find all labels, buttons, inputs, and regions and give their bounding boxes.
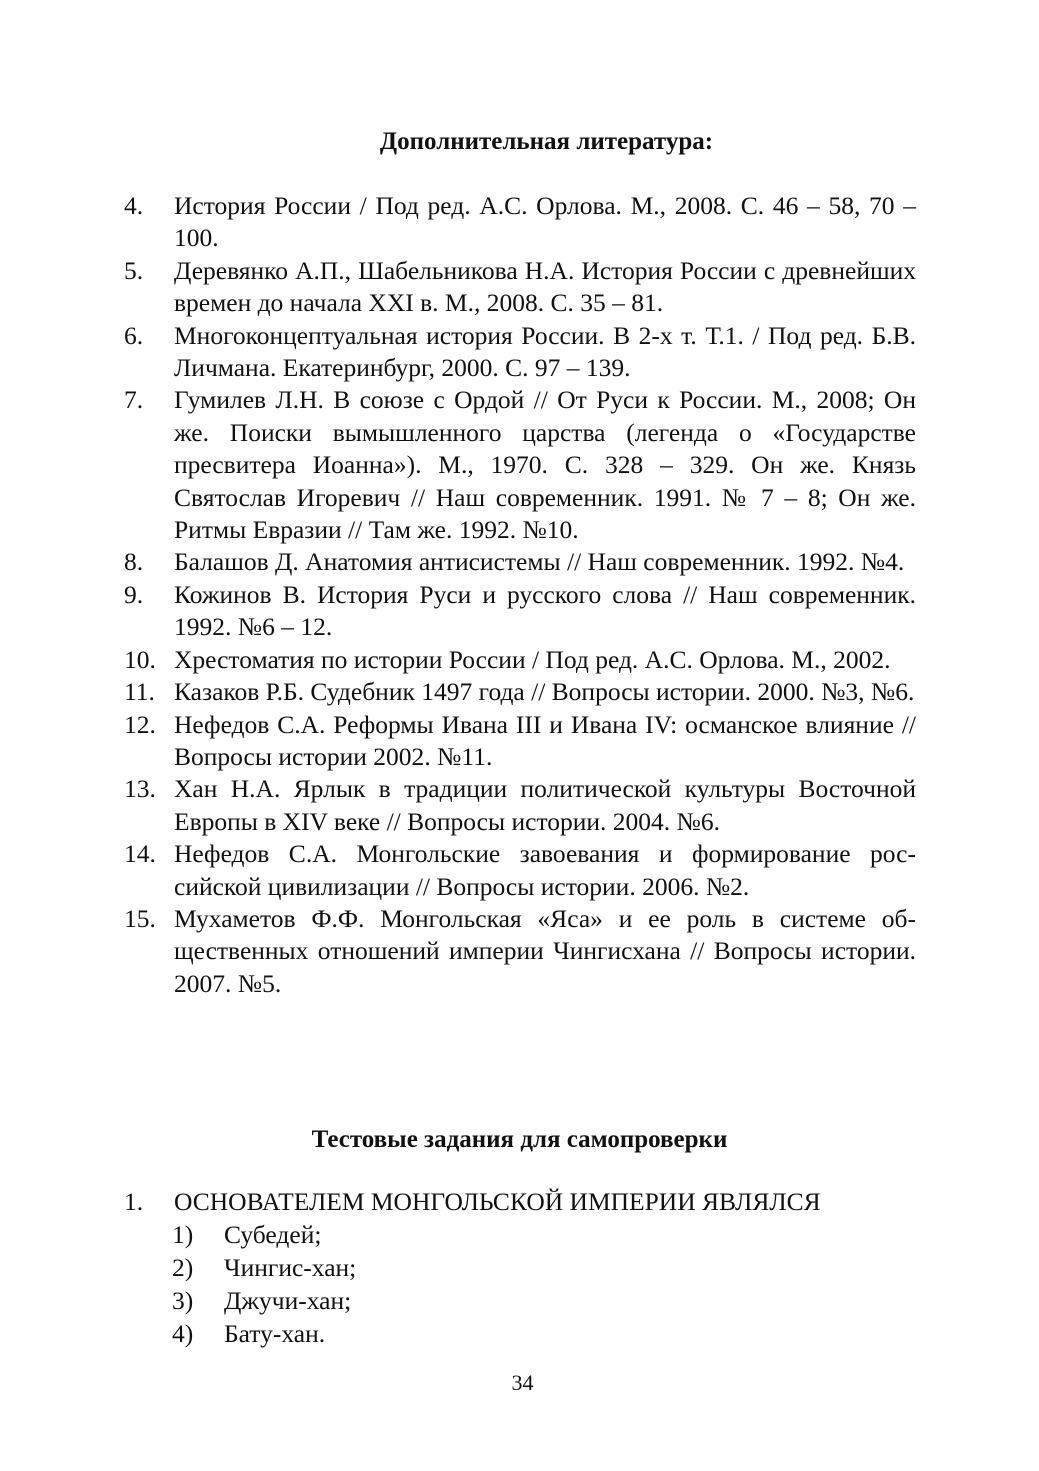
reference-item bbox=[124, 384, 916, 546]
option-number: 4) bbox=[172, 1319, 194, 1348]
reference-number: 4. bbox=[124, 191, 144, 220]
reference-text: Хрестоматия по истории России / Под ред. А.С. Орлова. М., 2002. bbox=[174, 644, 891, 674]
answer-option bbox=[172, 1317, 916, 1350]
option-number: 1) bbox=[172, 1220, 194, 1249]
option-text: Субедей; bbox=[224, 1220, 322, 1249]
reference-text: Нефедов С.А. Монгольские завоевания и формирование российской цивилизации // Вопросы истории. 2006. №2. bbox=[174, 839, 916, 901]
reference-text: Кожинов В. История Руси и русского слова // Наш современник. 1992. №6 – 12. bbox=[174, 579, 916, 642]
reference-item bbox=[124, 773, 916, 838]
reference-item bbox=[124, 546, 916, 578]
reference-text: История России / Под ред. А.С. Орлова. М., 2008. С. 46 – 58, 70 – 100. bbox=[174, 191, 916, 253]
reference-text: Многоконцептуальная история России. В 2-х т. Т.1. / Под ред. Б.В. Личмана. Екатеринбург, 2000. С. 97 – 139. bbox=[174, 320, 916, 383]
reference-item bbox=[124, 676, 916, 708]
reference-item bbox=[124, 579, 916, 644]
page-number: 34 bbox=[511, 1370, 534, 1395]
question-number: 1. bbox=[124, 1187, 144, 1216]
reference-text: Мухаметов Ф.Ф. Монгольская «Яса» и ее роль в системе общественных отношений империи Чингисхана // Вопросы истории. 2007. №5. bbox=[174, 903, 916, 998]
reference-number: 12. bbox=[124, 709, 156, 739]
option-text: Чингис-хан; bbox=[224, 1253, 357, 1282]
reference-text: Хан Н.А. Ярлык в традиции политической культуры Восточной Европы в XIV веке // Вопросы истории. 2004. №6. bbox=[174, 774, 916, 836]
answer-options bbox=[124, 1218, 916, 1350]
reference-number: 14. bbox=[124, 839, 156, 869]
reference-item bbox=[124, 903, 916, 1000]
reference-item bbox=[124, 709, 916, 774]
reference-number: 6. bbox=[124, 320, 144, 350]
reference-number: 15. bbox=[124, 903, 156, 933]
option-number: 2) bbox=[172, 1253, 194, 1282]
additional-literature-heading: Дополнительная литература: bbox=[379, 128, 714, 155]
reference-text: Гумилев Л.Н. В союзе с Ордой // От Руси к России. М., 2008; Он же. Поиски вымышленного царства (легенда о «Государстве пресвитера Иоанна»). М., 1970. С. 328 – 329. Он же. Князь Святослав Игоревич // Наш современник. 1991. № 7 – 8; Он же. Ритмы Евразии // Там же. 1992. №10. bbox=[174, 385, 916, 545]
reference-text: Деревянко А.П., Шабельникова Н.А. История России с древнейших времен до начала XXI в. М., 2008. С. 35 – 81. bbox=[174, 255, 916, 318]
reference-number: 13. bbox=[124, 774, 156, 804]
reference-item bbox=[124, 190, 916, 255]
answer-option bbox=[172, 1284, 916, 1317]
reference-text: Нефедов С.А. Реформы Ивана III и Ивана IV: османское влияние // Вопросы истории 2002. №11. bbox=[174, 709, 916, 771]
reference-text: Балашов Д. Анатомия антисистемы // Наш современник. 1992. №4. bbox=[174, 547, 905, 577]
answer-option bbox=[172, 1251, 916, 1284]
reference-number: 7. bbox=[124, 385, 144, 415]
reference-number: 11. bbox=[124, 677, 155, 707]
reference-number: 5. bbox=[124, 255, 144, 285]
question-text: ОСНОВАТЕЛЕМ МОНГОЛЬСКОЙ ИМПЕРИИ ЯВЛЯЛСЯ bbox=[174, 1187, 821, 1216]
option-text: Бату-хан. bbox=[224, 1319, 326, 1348]
reference-item bbox=[124, 255, 916, 320]
reference-item bbox=[124, 838, 916, 903]
option-text: Джучи-хан; bbox=[224, 1286, 352, 1315]
reference-text: Казаков Р.Б. Судебник 1497 года // Вопросы истории. 2000. №3, №6. bbox=[174, 677, 915, 707]
reference-number: 10. bbox=[124, 644, 156, 674]
reference-number: 8. bbox=[124, 547, 144, 577]
answer-option bbox=[172, 1218, 916, 1251]
self-test-heading: Тестовые задания для самопроверки bbox=[311, 1126, 728, 1153]
reference-number: 9. bbox=[124, 579, 144, 609]
option-number: 3) bbox=[172, 1286, 194, 1315]
reference-list bbox=[124, 190, 916, 1000]
reference-item bbox=[124, 320, 916, 385]
test-question bbox=[124, 1185, 916, 1350]
reference-item bbox=[124, 644, 916, 676]
